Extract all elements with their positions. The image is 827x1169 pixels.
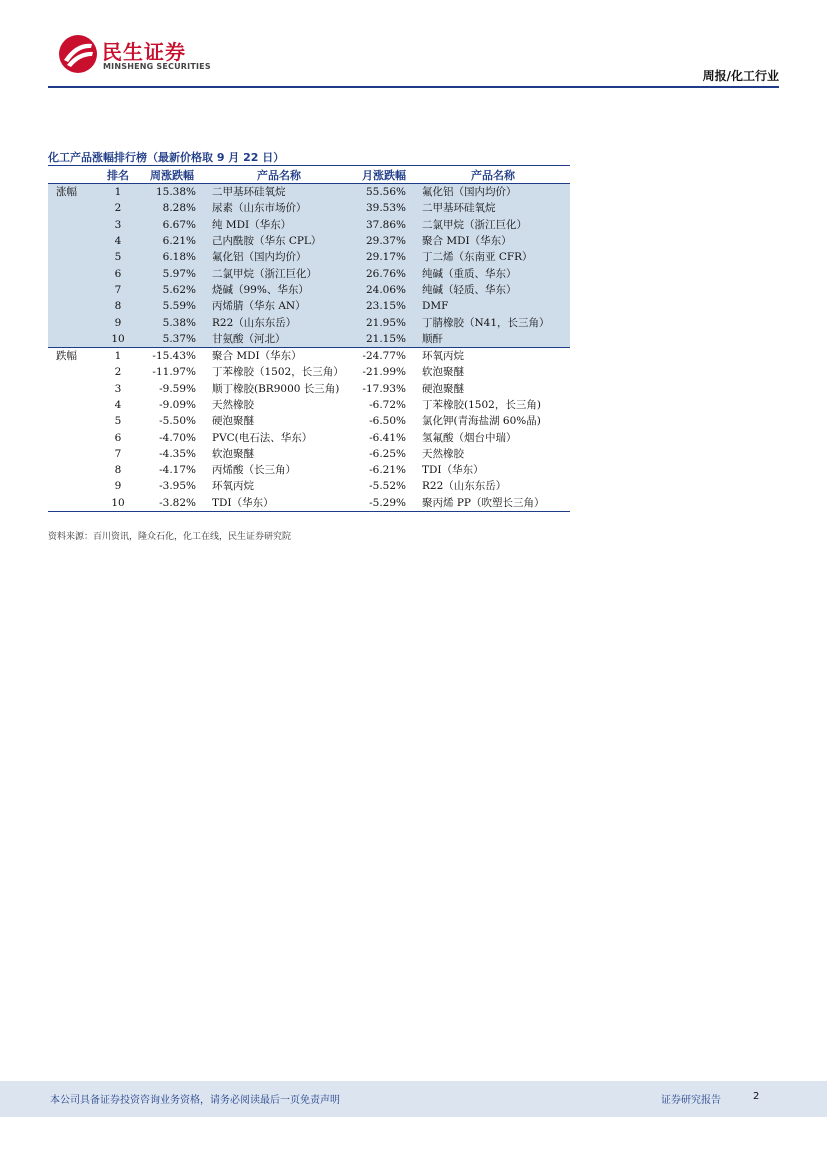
rank-cell: 4	[114, 399, 122, 411]
month-product-cell: 顺酐	[416, 331, 570, 348]
month-change-cell: 21.15%	[352, 331, 416, 348]
footer-bar	[0, 1081, 827, 1117]
category-label	[48, 200, 98, 216]
month-change-cell: -5.52%	[369, 480, 406, 493]
logo-english-name: MINSHENG SECURITIES	[103, 62, 211, 71]
week-change-cell: 5.97%	[138, 265, 206, 281]
week-change-cell: 6.67%	[138, 217, 206, 233]
table-row	[48, 233, 570, 249]
week-product-cell: 氟化铝（国内均价）	[206, 249, 352, 265]
month-product-cell: 纯碱（重质、华东）	[416, 265, 570, 281]
week-change-cell: 5.38%	[138, 314, 206, 330]
week-product-cell: TDI（华东）	[206, 495, 352, 512]
rank-cell: 10	[98, 495, 138, 512]
category-label	[48, 265, 98, 281]
month-change-cell: -6.72%	[369, 399, 406, 411]
month-change-cell: 55.56%	[352, 184, 416, 201]
table-row	[48, 478, 570, 494]
table-row	[48, 429, 570, 445]
rank-cell: 9	[114, 480, 122, 493]
week-product-cell: 甘氨酸（河北）	[206, 331, 352, 348]
table-row	[48, 200, 570, 216]
company-logo	[58, 34, 211, 78]
rank-cell: 3	[114, 382, 122, 395]
category-label	[48, 298, 98, 314]
week-product-cell: 聚合 MDI（华东）	[212, 350, 302, 363]
table-row	[48, 331, 570, 348]
report-type: 周报/化工行业	[702, 69, 779, 83]
category-label	[48, 429, 98, 445]
month-product-cell: 丁苯橡胶(1502，长三角)	[422, 399, 541, 411]
week-product-cell: 环氧丙烷	[212, 480, 254, 493]
month-product-cell: 氯化钾(青海盐湖 60%晶)	[422, 415, 541, 428]
month-product-cell: 氟化铝（国内均价）	[416, 184, 570, 201]
week-product-cell: 二甲基环硅氧烷	[206, 184, 352, 201]
header-category	[48, 166, 98, 184]
header-week-change: 周涨跌幅	[138, 166, 206, 184]
week-product-cell: 丙烯酸（长三角）	[212, 464, 296, 477]
category-label	[48, 314, 98, 330]
category-label	[48, 381, 98, 397]
week-change-cell: -5.50%	[159, 415, 196, 428]
table-row	[48, 413, 570, 429]
week-product-cell: 尿素（山东市场价）	[206, 200, 352, 216]
week-change-cell: 6.18%	[138, 249, 206, 265]
week-change-cell: -4.17%	[159, 464, 196, 477]
minsheng-logo-icon	[58, 34, 98, 74]
table-row	[48, 314, 570, 330]
week-product-cell: 烧碱（99%、华东）	[206, 282, 352, 298]
rank-cell: 6	[114, 431, 122, 444]
header-month-product: 产品名称	[416, 166, 570, 184]
rank-cell: 2	[114, 366, 122, 379]
week-change-cell: -4.35%	[159, 447, 196, 460]
month-product-cell: R22（山东东岳）	[422, 480, 507, 493]
table-row	[48, 495, 570, 512]
table-row	[48, 446, 570, 462]
source-note: 资料来源：百川资讯，隆众石化，化工在线，民生证券研究院	[48, 532, 292, 542]
table-row	[48, 249, 570, 265]
table-row	[48, 462, 570, 478]
month-change-cell: -5.29%	[352, 495, 416, 512]
rank-cell: 3	[98, 217, 138, 233]
week-change-cell: -9.09%	[159, 399, 196, 411]
month-change-cell: -6.25%	[369, 447, 406, 460]
week-change-cell: 5.59%	[138, 298, 206, 314]
month-change-cell: 37.86%	[352, 217, 416, 233]
month-product-cell: 聚合 MDI（华东）	[416, 233, 570, 249]
footer-report-label: 证券研究报告	[661, 1095, 721, 1106]
week-change-cell: 15.38%	[138, 184, 206, 201]
week-product-cell: 软泡聚醚	[212, 447, 254, 460]
week-product-cell: 硬泡聚醚	[212, 415, 254, 428]
month-product-cell: 氢氟酸（烟台中瑞）	[422, 431, 517, 444]
month-change-cell: -6.41%	[369, 431, 406, 444]
category-label	[48, 446, 98, 462]
week-change-cell: 6.21%	[138, 233, 206, 249]
header-week-product: 产品名称	[206, 166, 352, 184]
category-label	[48, 249, 98, 265]
week-change-cell: 8.28%	[138, 200, 206, 216]
rank-cell: 4	[98, 233, 138, 249]
week-change-cell: -9.59%	[159, 382, 196, 395]
table-row	[48, 298, 570, 314]
week-product-cell: R22（山东东岳）	[206, 314, 352, 330]
week-change-cell: -3.82%	[138, 495, 206, 512]
rank-cell: 8	[98, 298, 138, 314]
table-row	[48, 364, 570, 380]
month-product-cell: 丁二烯（东南亚 CFR）	[416, 249, 570, 265]
category-label	[48, 331, 98, 348]
ranking-table	[48, 165, 570, 512]
month-change-cell: -24.77%	[362, 350, 406, 363]
month-product-cell: 聚丙烯 PP（吹塑长三角）	[416, 495, 570, 512]
week-product-cell: 天然橡胶	[212, 399, 254, 411]
month-change-cell: -6.50%	[369, 415, 406, 428]
month-change-cell: 26.76%	[352, 265, 416, 281]
month-change-cell: 29.17%	[352, 249, 416, 265]
rank-cell: 7	[98, 282, 138, 298]
table-title: 化工产品涨幅排行榜（最新价格取 9 月 22 日）	[48, 151, 285, 164]
table-row	[48, 397, 570, 413]
month-change-cell: 39.53%	[352, 200, 416, 216]
rank-cell: 10	[98, 331, 138, 348]
category-label	[48, 364, 98, 380]
week-change-cell: 5.62%	[138, 282, 206, 298]
table-row	[48, 282, 570, 298]
month-product-cell: 软泡聚醚	[422, 366, 464, 379]
category-label: 涨幅	[48, 184, 98, 201]
header-divider	[48, 86, 779, 88]
month-change-cell: 21.95%	[352, 314, 416, 330]
month-change-cell: -6.21%	[369, 464, 406, 477]
category-label	[48, 217, 98, 233]
table-body	[48, 184, 570, 512]
rank-cell: 6	[98, 265, 138, 281]
category-label: 跌幅	[56, 350, 77, 363]
month-change-cell: 23.15%	[352, 298, 416, 314]
month-product-cell: DMF	[416, 298, 570, 314]
month-product-cell: 硬泡聚醚	[422, 382, 464, 395]
header-month-change: 月涨跌幅	[352, 166, 416, 184]
month-change-cell: 29.37%	[352, 233, 416, 249]
week-product-cell: 顺丁橡胶(BR9000 长三角)	[212, 382, 340, 395]
rank-cell: 9	[98, 314, 138, 330]
month-change-cell: -21.99%	[362, 366, 406, 379]
logo-chinese-name: 民生证券	[102, 40, 186, 64]
table-header-row	[48, 166, 570, 184]
table-row	[48, 265, 570, 281]
table-row	[48, 381, 570, 397]
week-change-cell: -4.70%	[159, 431, 196, 444]
category-label	[48, 478, 98, 494]
page-number: 2	[753, 1091, 760, 1102]
table-row	[48, 347, 570, 364]
month-product-cell: 纯碱（轻质、华东）	[416, 282, 570, 298]
month-product-cell: 环氧丙烷	[422, 350, 464, 363]
week-change-cell: 5.37%	[138, 331, 206, 348]
table-row	[48, 217, 570, 233]
rank-cell: 1	[114, 350, 122, 363]
month-change-cell: 24.06%	[352, 282, 416, 298]
week-change-cell: -3.95%	[159, 480, 196, 493]
rank-cell: 7	[114, 447, 122, 460]
week-product-cell: 己内酰胺（华东 CPL）	[206, 233, 352, 249]
category-label	[48, 282, 98, 298]
rank-cell: 1	[98, 184, 138, 201]
header-rank: 排名	[98, 166, 138, 184]
month-product-cell: 二氯甲烷（浙江巨化）	[416, 217, 570, 233]
week-product-cell: 纯 MDI（华东）	[206, 217, 352, 233]
rank-cell: 5	[114, 415, 122, 428]
month-product-cell: 丁腈橡胶（N41，长三角）	[416, 314, 570, 330]
month-product-cell: TDI（华东）	[422, 464, 484, 477]
week-product-cell: 丙烯腈（华东 AN）	[206, 298, 352, 314]
week-product-cell: PVC(电石法、华东）	[212, 431, 313, 444]
category-label	[48, 462, 98, 478]
week-change-cell: -15.43%	[152, 350, 196, 363]
rank-cell: 5	[98, 249, 138, 265]
category-label	[48, 413, 98, 429]
week-change-cell: -11.97%	[152, 366, 196, 379]
month-change-cell: -17.93%	[362, 382, 406, 395]
month-product-cell: 天然橡胶	[422, 447, 464, 460]
category-label	[48, 397, 98, 413]
week-product-cell: 二氯甲烷（浙江巨化）	[206, 265, 352, 281]
week-product-cell: 丁苯橡胶（1502，长三角）	[212, 366, 344, 379]
rank-cell: 8	[114, 464, 122, 477]
month-product-cell: 二甲基环硅氧烷	[416, 200, 570, 216]
footer-disclaimer: 本公司具备证券投资咨询业务资格，请务必阅读最后一页免责声明	[50, 1095, 340, 1106]
table-row	[48, 184, 570, 201]
category-label	[48, 233, 98, 249]
rank-cell: 2	[98, 200, 138, 216]
category-label	[48, 495, 98, 512]
